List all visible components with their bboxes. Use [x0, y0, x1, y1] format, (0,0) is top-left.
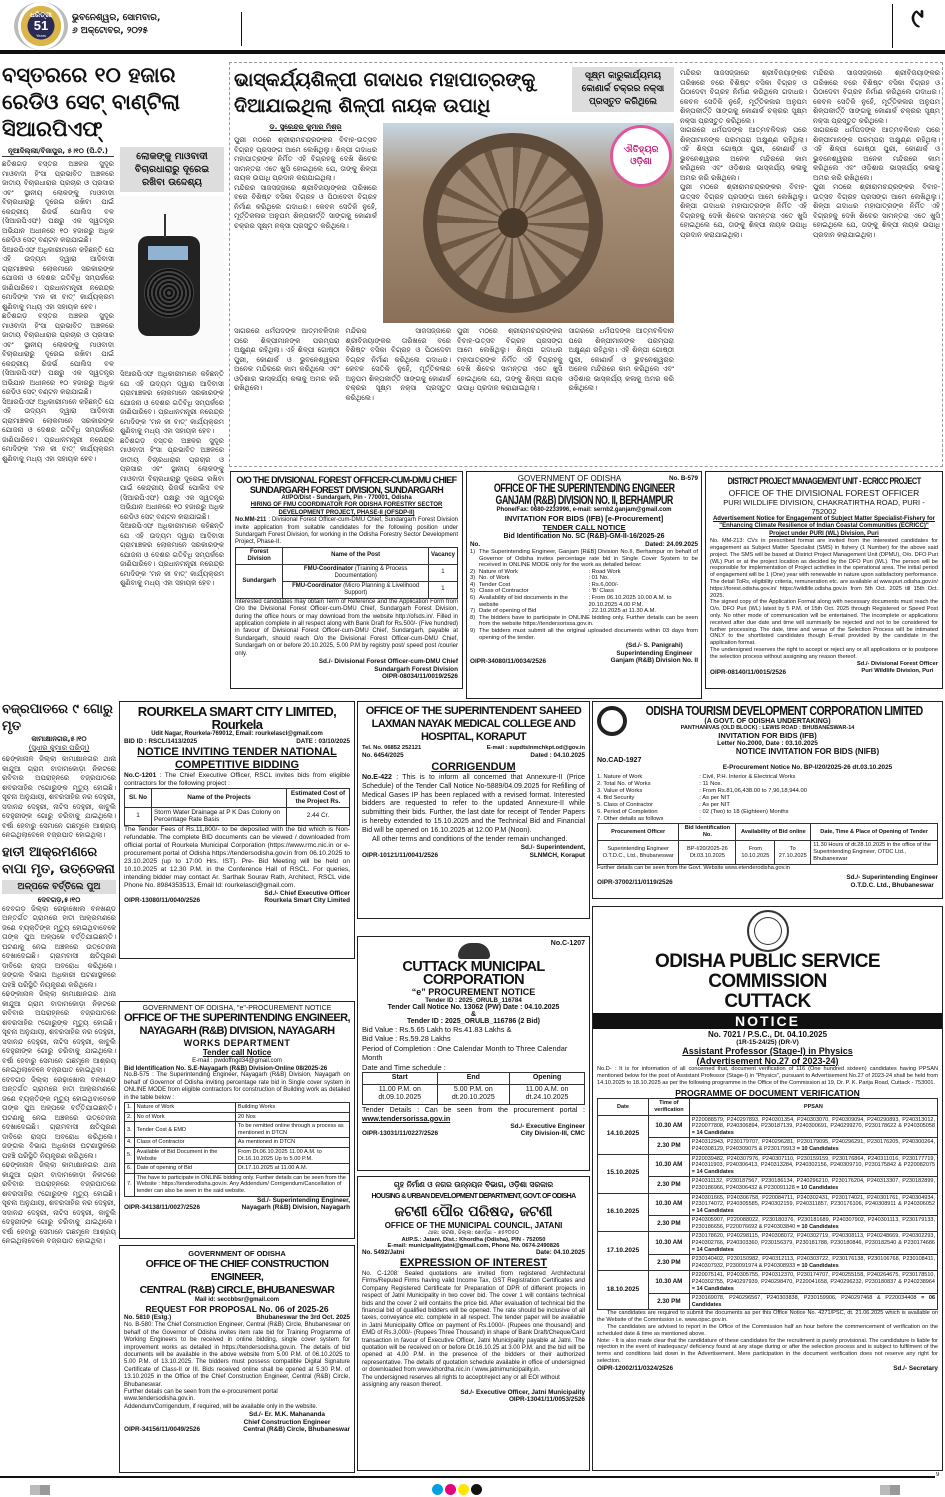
table-row: 18.10.2025 10.30 AM P220075141, P240305755, P240312370, P230174707, P240255158, P240264675, P230178510, P240302755, P240297939, P240298470, P220041658, P240296232, P230180837 & P240238964 = 14 Candidates: [598, 1271, 938, 1294]
story-paragraph: ଛତିଶଗଡ଼ ବସ୍ତର ଅଞ୍ଚଳର ସୁଦୂର ମାଓବାଦୀ ହିଂସା ପ୍ରଭାବିତ ଅଞ୍ଚଳରେ ଜାତୀୟ ବିଚାରଧାରାର ପ୍ରଚାର ଓ ପ୍ରସାର ଏବଂ ସ୍ଥାନୀୟ ଲୋକଙ୍କୁ ମାଓବାଦୀ ବିଚାରଧାରାରୁ ଦୂରେଇ ରଖିବା ପାଇଁ କେନ୍ଦ୍ରୀୟ ରିଜର୍ଭ ପୋଲିସ ବଳ (ସିଆରପିଏଫ) ପକ୍ଷରୁ ଏକ ସ୍ୱତନ୍ତ୍ର ଅଭିଯାନ ଅଧୀନରେ ୧୦ ହଜାରରୁ ଅଧିକ ରେଡିଓ ସେଟ୍ ବଣ୍ଟନ କରାଯାଇଛି।: [120, 436, 224, 521]
dateline: ଭୁବନେଶ୍ୱର, ସୋମବାର, ୬ ଅକ୍ଟୋବର, ୨୦୨୫: [72, 12, 242, 46]
left-story: [2, 62, 224, 687]
registration-dot: [432, 1484, 443, 1495]
list-item: 6. Period of Completion : 02 (Two) to 18 (Eighteen) Months: [597, 809, 789, 815]
story-paragraph: ଛତିଶଗଡ଼ ବସ୍ତର ଅଞ୍ଚଳର ସୁଦୂର ମାଓବାଦୀ ହିଂସା ପ୍ରଭାବିତ ଅଞ୍ଚଳରେ ଜାତୀୟ ବିଚାରଧାରାର ପ୍ରଚାର ଓ ପ୍ରସାର ଏବଂ ସ୍ଥାନୀୟ ଲୋକଙ୍କୁ ମାଓବାଦୀ ବିଚାରଧାରାରୁ ଦୂରେଇ ରଖିବା ପାଇଁ କେନ୍ଦ୍ରୀୟ ରିଜର୍ଭ ପୋଲିସ ବଳ (ସିଆରପିଏଫ) ପକ୍ଷରୁ ଏକ ସ୍ୱତନ୍ତ୍ର ଅଭିଯାନ ଅଧୀନରେ ୧୦ ହଜାରରୁ ଅଧିକ ରେଡିଓ ସେଟ୍ ବଣ୍ଟନ କରାଯାଇଛି।: [2, 160, 114, 244]
list-item: 7) Date of opening of Bid : 22.10.2025 at 11.30 A.M.: [470, 608, 657, 615]
table-row: 7. The have to participate in ONLINE bidding only. Further details can be seen from the Website : https://tenderodisha.gov.in. Any Addendum/ Corrigendum/Cancellation of tender can also be seen in the said website.: [125, 1173, 350, 1196]
story-paragraph: ମନ୍ଦିରର ସାଜସଜ୍ଜାରେ ଶ୍ରୀବିଜୟାଙ୍କର ତାରିଖରେ ବରେ ବିଶିଷ୍ଟ ବସିକା ବିଗ୍ରହ ଓ ପିଠାଦେବୀ ବିଗ୍ରହ ନିର୍ମାଣ କରିଥିଲେ ଗଦାଧର। କେବଳ ସେତିକି ନୁହେଁ, ମୂର୍ତ୍ତିକଳାର ଅନୁପମ ଶିଳ୍ପକୀର୍ତ୍ତି ସାଙ୍ଗକୁ କୋଣାର୍କ ଚକ୍ରର ସୂକ୍ଷ୍ମ ନକ୍ସା ପ୍ରସ୍ତୁତ କରିଥିଲେ।: [680, 69, 807, 125]
rourkela-smart-city-ad: ROURKELA SMART CITY LIMITED, Rourkela Udit Nagar, Rourkela-769012, Email: rourkelascl@gmail.com BID ID : RSCL/1413/2025 DATE : 03/10/2025 NOTICE INVITING TENDER NATIONAL COMPETITIVE BIDDING No.C-1201 : The Chief Executive Officer, RSCL invites bids from eligible contractors for the following project : Sl. No Name of the Projects Estimated Cost of the Project Rs. 1 Storm Water Drainage at P K Das Colony on Percentage Rate Basis 2.44 Cr. The Tender Fees of Rs.11,800/- to be deposited with the bid which is Non-refundable. The complete BID documents can be viewed / downloaded from official portal of Rourkela Municipal Corporation (https://www.rmc.nic.in or e-procurement portal of Odisha https://tendersodisha.gov.in from 06.10.2025 to 23.10.2025 (up to 17:00 Hrs. IST). Pre- Bid Meeting will be held on 10.10.2025 at 12.30 P.M. in the Conference Hall of RSCL. For queries, intending bidder may contact Ar. Sarthak Sourav Rath, Architect, RSCL vide Phone No. 8984353513, Email Id: rourkelascl@gmail.com. Sd./- Chief Executive Officer OIPR-13080/11/0040/2526 Rourkela Smart City Limited: [119, 701, 355, 959]
tender-portal-link[interactable]: www.tendersorissa.gov.in: [362, 1113, 451, 1123]
ganjam-rb-tender-ad: GOVERNMENT OF ODISHA No. B-579 OFFICE OF THE SUPERINTENDING ENGINEER GANJAM (R&B) DIVISION NO. II, BERHAMPUR Phone/Fax: 0680-2233996, e-mail: sernb2.ganjam@gmail.com INVITATION FOR BIDS (IFB) [e-Procurement] TENDER CALL NOTICE Bid Identification No. SC (R&B)-GM-II-16/2025-26 No. Dated: 24.09.2025 1) The Superintending Engineer, Ganjam [R&B] Division No.II, Berhampur on behalf of Governor of Odisha invites percentage rate bid in Single Cover System to be received in ONLINE MODE only for the work as detailed below: 2) Nature of Work : Road Work 3) No. of Work : 01 No. 4) Tender Cost : Rs.6,000/- 5) Class of Contractor : 'B' Class 6) Availability of bid documents in the website : From 06.10.2025 10.00 A.M. to 20.10.2025 4.00 P.M. 7) Date of opening of Bid : 22.10.2025 at 11.30 A.M. 8) The bidders have to participate in ONLINE bidding only. Further details can be seen from the website https://tendersorissa.gov.in. 9) The bidders must submit all the original uploaded documents within 03 days from opening of the tender. OIPR-34080/11/0034/2526 (Sd./- S. Panigrahi) Superintending Engineer Ganjam (R&B) Division No. II: [466, 471, 702, 699]
list-item: 2. Total No. of Works : 11 Nos.: [597, 781, 723, 787]
headline: ହାତୀ ଆକ୍ରମଣରେ ବାପା ମୃତ, ଉତ୍ତେଜନା: [2, 844, 115, 877]
list-item: 4. Bid Security : As per NIT: [597, 795, 730, 801]
table-row: 2.30 PM P240312943, P230179707, P240296281, P230179095, P240296291, P230176205, P240300264, P240308129, P240309075 & P230179913 = 10 Candidates: [598, 1138, 938, 1154]
radio-set-photo: [120, 196, 224, 366]
table-row: 1 Storm Water Drainage at P K Das Colony on Percentage Rate Basis 2.44 Cr.: [125, 807, 350, 825]
nayagarh-rb-tender-ad: GOVERNMENT OF ODISHA, "e"-PROCUREMENT NOTICE OFFICE OF THE SUPERINTENDING ENGINEER, NAYAGARH (R&B) DIVISION, NAYAGARH WORKS DEPARTMENT Tender call Notice E-mail : pwdoffngd34@gmail.com Bid Identification No. S.E-Nayagarh (R&B) Division-Online 08/2025-26 No.B-575 : The Superintending Engineer, Nayagarh (R&B) Division, Nayagarh on behalf of Governor of Odisha inviting percentage rate bid in Single cover system in ONLINE MODE from eligible contractors for construction of Building work as detailed in the table below : 1. Nature of Work Building Works 2. No of Work 20 Nos 3. Tender Cost & EMD To be remitted online through a process as mentioned in DTCN 4. Class of Contractor As mentioned in DTCN 5. Available of Bid Document in the Website From Dt.06.10.2025 11.00 A.M. to Dt.16.10.2025 Up to 5.00 P.M. 6. Date of opening of Bid Dt.17.10.2025 at 11.00 A.M. 7. The have to participate in ONLINE bidding only. Further details can be seen from the Website : https://tenderodisha.gov.in. Any Addendum/ Corrigendum/Cancellation of tender can also be seen in the said website. Sd./- Superintending Engineer, OIPR-34138/11/0027/2526 Nayagarh (R&B) Division, Nayagarh: [119, 1001, 355, 1239]
registration-dot: [458, 1484, 469, 1495]
central-rb-circle-rfp-ad: GOVERNMENT OF ODISHA OFFICE OF THE CHIEF CONSTRUCTION ENGINEER, CENTRAL (R&B) CIRCLE, BHUBANESWAR Mail id: seccbbsr@gmail.com REQUEST FOR PROPOSAL No. 06 of 2025-26 No. 5810 (Estg.) Bhubaneswar the 3rd Oct. 2025 No. B-580: The Chief Construction Engineer, Central (R&B) Circle, Bhubaneswar on behalf of the Governor of Odisha invites item rate bid for Training Programme of Working Engineers to be received in online bidding, single cover system for improvement works as detailed in https://tendersodisha.gov.in. The details of bid documents will be available in the above website from 5.00 P.M. of 06.10.2025 to 5.00 P.M. of 13.10.2025. The bidders must possess compatible Digital Signature Certificate of Class-II or III. Bids received online shall be opened at 5.30 P.M. of 13.10.2025 in the Office of the Chief Construction Engineer, Central (R&B) Circle, Bhubaneswar. Further details can be seen from the e-procurement portal www.tendersodisha.gov.in. Addendum/Corrigendum, if required, will be available only in the website. Sd./- Er. M.K. Mahananda Chief Construction Engineer OIPR-34156/11/0049/2526 Central (R&B) Circle, Bhubaneswar: [119, 1245, 355, 1473]
page-number: ୯: [892, 4, 942, 48]
story-paragraph: ଦେବଗଡ଼ ଜିଲ୍ଲା ରେଢ଼ାଖୋଲ ବନଖଣ୍ଡ ଅନ୍ତର୍ଗତ ଗ୍ରାମରେ ହାତୀ ଆକ୍ରମଣରେ ଜଣେ ବ୍ୟକ୍ତିଙ୍କ ମୃତ୍ୟୁ ହୋଇଥିବାବେଳେ ତାଙ୍କ ପୁଅ ଅଳ୍ପକେ ବର୍ତ୍ତିଯାଇଛନ୍ତି। ଘଟଣାକୁ ନେଇ ଅଞ୍ଚଳରେ ଉତ୍ତେଜନା ଦେଖାଦେଇଛି। ଗ୍ରାମବାସୀ କ୍ଷତିପୂରଣ ଦାବିରେ ରାସ୍ତା ଅବରୋଧ କରିଥିଲେ। ଜଙ୍ଗଲ ବିଭାଗ ଅଧିକାରୀ ଘଟଣାସ୍ଥଳରେ ପହଞ୍ଚି ପରିସ୍ଥିତି ନିୟନ୍ତ୍ରଣ କରିଥିଲେ।: [2, 1075, 116, 1160]
posts-table: Forest Division Name of the Post Vacancy Sundargarh FMU-Coordinator (Training & Process Documentation) 1 FMU-Coordinator (Micro Planning & Livelihood Support) 1: [235, 547, 458, 599]
document-verification-table: Date Time of verification PPSAN 14.10.2025 10.30 AM P220088579, P240297893, P240301354, P240303070, P240309094, P240290893, P240313012, P220077808, P240306894, P230187139, P240300691, P240299270, P230178622 & P240305058 = 14 Candidates 2.30 PM P240312943, P230179707, P240296281, P230179095, P240296291, P230176205, P240300264, P240308129, P240309075 & P230179913 = 10 Candidates 15.10.2025 10.30 AM P220039482, P240307976, P240307110, P230159159, P230176864, P240311016, P230177719, P240311903, P240306413, P240313284, P240302156, P240309710, P230175842 & P220082075 = 14 Candidates 2.30 PM P240311132, P230187567, P230186134, P240296210, P230176204, P240313307, P230182899, P230186966, P240306432 & P230091128 = 10 Candidates 16.10.2025 10.30 AM P240301665, P240306758, P220084711, P240302431, P230174021, P240301761, P240304934, P230174072, P240305585, P240302159, P240311857, P230176106, P240308911 & P240306052 = 14 Candidates 2.30 PM P240305907, P220088022, P230180376, P230181689, P240307902, P240301113, P230179133, P230186656, P220076692 & P240303840 = 10 Candidates 17.10.2025 10.30 AM P230178620, P240298115, P240308072, P240302719, P240308113, P240248669, P240302293, P240302766, P240303360, P230156379, P230181788, P230180846, P230182540 & P230174686 = 14 Candidates 2.30 PM P230140402, P230150982, P240312113, P240303722, P230176138, P230106768, P230108411, P240307932, P230091974 & P240308933 = 10 Candidates 18.10.2025 10.30 AM P220075141, P240305755, P240312370, P230174707, P240255158, P240264675, P230178510, P240302755, P240297939, P240298470, P220041658, P240296232, P230180837 & P240238964 = 14 Candidates 2.30 PM P230169078, P240296567, P240303838, P230159906, P240297468 & P220034408 = 06 Candidates: [597, 1098, 938, 1310]
table-row: 4. Class of Contractor As mentioned in DTCN: [125, 1138, 350, 1148]
list-item: 5. Class of Contractor : As per NIT: [597, 802, 730, 808]
table-row: 16.10.2025 10.30 AM P240301665, P240306758, P220084711, P240302431, P230174021, P240301761, P240304934, P230174072, P240305585, P240302159, P240311857, P230176106, P240308911 & P240306052 = 14 Candidates: [598, 1193, 938, 1216]
left-lower-column: ବଜ୍ରପାତରେ ୯ ଗୋରୁ ମୃତ କାମାକ୍ଷାନଗର,୫।୧୦ (ସୁଧୀର କୁମାର ପରିଡ଼ା) ଢେଙ୍କାନାଳ ଜିଲ୍ଲା କାମାକ୍ଷାନଗର ଥାନା କାନ୍ଦୁଆ ଗ୍ରାମ ବାଦାମକୋଡ଼ା ନିକଟରେ ରବିବାର ଅପରାହ୍ନରେ ବଜ୍ରପାତରେ ଶବରସାହିର ୯ଗୋରୁଙ୍କ ମୃତ୍ୟୁ ହୋଇଛି। ସୂଚନା ଅନୁଯାୟୀ, ଶବରସାହିର ନର ଦେହୁରୀ, ସଦାନନ୍ଦ ଦେହୁରୀ, ନାଟିସ ଦେହୁରୀ, କାବୁଲି ଦେହୁରୀଙ୍କ ଗୋରୁ ଚରିବାକୁ ଯାଇଥିଲେ। ବର୍ଷା ହେବାରୁ ସେମାନେ ଗଛମୂଳେ ଆଶ୍ରୟ ନେଇଥିଲାବେଳେ ବଜ୍ରପାତ ହୋଇଥିଲା। ହାତୀ ଆକ୍ରମଣରେ ବାପା ମୃତ, ଉତ୍ତେଜନା ଅଳ୍ପକେ ବର୍ତ୍ତିଲେ ପୁଅ ଦେବଗଡ଼,୫।୧୦ ଦେବଗଡ଼ ଜିଲ୍ଲା ରେଢ଼ାଖୋଲ ବନଖଣ୍ଡ ଅନ୍ତର୍ଗତ ଗ୍ରାମରେ ହାତୀ ଆକ୍ରମଣରେ ଜଣେ ବ୍ୟକ୍ତିଙ୍କ ମୃତ୍ୟୁ ହୋଇଥିବାବେଳେ ତାଙ୍କ ପୁଅ ଅଳ୍ପକେ ବର୍ତ୍ତିଯାଇଛନ୍ତି। ଘଟଣାକୁ ନେଇ ଅଞ୍ଚଳରେ ଉତ୍ତେଜନା ଦେଖାଦେଇଛି। ଗ୍ରାମବାସୀ କ୍ଷତିପୂରଣ ଦାବିରେ ରାସ୍ତା ଅବରୋଧ କରିଥିଲେ। ଜଙ୍ଗଲ ବିଭାଗ ଅଧିକାରୀ ଘଟଣାସ୍ଥଳରେ ପହଞ୍ଚି ପରିସ୍ଥିତି ନିୟନ୍ତ୍ରଣ କରିଥିଲେ। ଢେଙ୍କାନାଳ ଜିଲ୍ଲା କାମାକ୍ଷାନଗର ଥାନା କାନ୍ଦୁଆ ଗ୍ରାମ ବାଦାମକୋଡ଼ା ନିକଟରେ ରବିବାର ଅପରାହ୍ନରେ ବଜ୍ରପାତରେ ଶବରସାହିର ୯ଗୋରୁଙ୍କ ମୃତ୍ୟୁ ହୋଇଛି। ସୂଚନା ଅନୁଯାୟୀ, ଶବରସାହିର ନର ଦେହୁରୀ, ସଦାନନ୍ଦ ଦେହୁରୀ, ନାଟିସ ଦେହୁରୀ, କାବୁଲି ଦେହୁରୀଙ୍କ ଗୋରୁ ଚରିବାକୁ ଯାଇଥିଲେ। ବର୍ଷା ହେବାରୁ ସେମାନେ ଗଛମୂଳେ ଆଶ୍ରୟ ନେଇଥିଲାବେଳେ ବଜ୍ରପାତ ହୋଇଥିଲା। ଦେବଗଡ଼ ଜିଲ୍ଲା ରେଢ଼ାଖୋଲ ବନଖଣ୍ଡ ଅନ୍ତର୍ଗତ ଗ୍ରାମରେ ହାତୀ ଆକ୍ରମଣରେ ଜଣେ ବ୍ୟକ୍ତିଙ୍କ ମୃତ୍ୟୁ ହୋଇଥିବାବେଳେ ତାଙ୍କ ପୁଅ ଅଳ୍ପକେ ବର୍ତ୍ତିଯାଇଛନ୍ତି। ଘଟଣାକୁ ନେଇ ଅଞ୍ଚଳରେ ଉତ୍ତେଜନା ଦେଖାଦେଇଛି। ଗ୍ରାମବାସୀ କ୍ଷତିପୂରଣ ଦାବିରେ ରାସ୍ତା ଅବରୋଧ କରିଥିଲେ। ଜଙ୍ଗଲ ବିଭାଗ ଅଧିକାରୀ ଘଟଣାସ୍ଥଳରେ ପହଞ୍ଚି ପରିସ୍ଥିତି ନିୟନ୍ତ୍ରଣ କରିଥିଲେ। ଢେଙ୍କାନାଳ ଜିଲ୍ଲା କାମାକ୍ଷାନଗର ଥାନା କାନ୍ଦୁଆ ଗ୍ରାମ ବାଦାମକୋଡ଼ା ନିକଟରେ ରବିବାର ଅପରାହ୍ନରେ ବଜ୍ରପାତରେ ଶବରସାହିର ୯ଗୋରୁଙ୍କ ମୃତ୍ୟୁ ହୋଇଛି। ସୂଚନା ଅନୁଯାୟୀ, ଶବରସାହିର ନର ଦେହୁରୀ, ସଦାନନ୍ଦ ଦେହୁରୀ, ନାଟିସ ଦେହୁରୀ, କାବୁଲି ଦେହୁରୀଙ୍କ ଗୋରୁ ଚରିବାକୁ ଯାଇଥିଲେ। ବର୍ଷା ହେବାରୁ ସେମାନେ ଗଛମୂଳେ ଆଶ୍ରୟ ନେଇଥିଲାବେଳେ ବଜ୍ରପାତ ହୋଇଥିଲା।: [2, 702, 116, 1245]
story-paragraph: ଢେଙ୍କାନାଳ ଜିଲ୍ଲା କାମାକ୍ଷାନଗର ଥାନା କାନ୍ଦୁଆ ଗ୍ରାମ ବାଦାମକୋଡ଼ା ନିକଟରେ ରବିବାର ଅପରାହ୍ନରେ ବଜ୍ରପାତରେ ଶବରସାହିର ୯ଗୋରୁଙ୍କ ମୃତ୍ୟୁ ହୋଇଛି। ସୂଚନା ଅନୁଯାୟୀ, ଶବରସାହିର ନର ଦେହୁରୀ, ସଦାନନ୍ଦ ଦେହୁରୀ, ନାଟିସ ଦେହୁରୀ, କାବୁଲି ଦେହୁରୀଙ୍କ ଗୋରୁ ଚରିବାକୁ ଯାଇଥିଲେ। ବର୍ଷା ହେବାରୁ ସେମାନେ ଗଛମୂଳେ ଆଶ୍ରୟ ନେଇଥିଲାବେଳେ ବଜ୍ରପାତ ହୋଇଥିଲା।: [2, 990, 116, 1074]
table-row: 2.30 PM P240311132, P230187567, P230186134, P240296210, P230176204, P240313307, P230182899, P230186966, P240306432 & P230091128 = 10 Candidates: [598, 1177, 938, 1193]
story-paragraph: ଢେଙ୍କାନାଳ ଜିଲ୍ଲା କାମାକ୍ଷାନଗର ଥାନା କାନ୍ଦୁଆ ଗ୍ରାମ ବାଦାମକୋଡ଼ା ନିକଟରେ ରବିବାର ଅପରାହ୍ନରେ ବଜ୍ରପାତରେ ଶବରସାହିର ୯ଗୋରୁଙ୍କ ମୃତ୍ୟୁ ହୋଇଛି। ସୂଚନା ଅନୁଯାୟୀ, ଶବରସାହିର ନର ଦେହୁରୀ, ସଦାନନ୍ଦ ଦେହୁରୀ, ନାଟିସ ଦେହୁରୀ, କାବୁଲି ଦେହୁରୀଙ୍କ ଗୋରୁ ଚରିବାକୁ ଯାଇଥିଲେ। ବର୍ଷା ହେବାରୁ ସେମାନେ ଗଛମୂଳେ ଆଶ୍ରୟ ନେଇଥିଲାବେଳେ ବଜ୍ରପାତ ହୋଇଥିଲା।: [2, 1161, 116, 1245]
story-paragraph: ମନ୍ଦିରର ସାଜସଜ୍ଜାରେ ଶ୍ରୀବିଜୟାଙ୍କର ତାରିଖରେ ବରେ ବିଶିଷ୍ଟ ବସିକା ବିଗ୍ରହ ଓ ପିଠାଦେବୀ ବିଗ୍ରହ ନିର୍ମାଣ କରିଥିଲେ ଗଦାଧର। କେବଳ ସେତିକି ନୁହେଁ, ମୂର୍ତ୍ତିକଳାର ଅନୁପମ ଶିଳ୍ପକୀର୍ତ୍ତି ସାଙ୍ଗକୁ କୋଣାର୍କ ଚକ୍ରର ସୂକ୍ଷ୍ମ ନକ୍ସା ପ୍ରସ୍ତୁତ କରିଥିଲେ।: [345, 327, 451, 402]
story-paragraph: ଢେଙ୍କାନାଳ ଜିଲ୍ଲା କାମାକ୍ଷାନଗର ଥାନା କାନ୍ଦୁଆ ଗ୍ରାମ ବାଦାମକୋଡ଼ା ନିକଟରେ ରବିବାର ଅପରାହ୍ନରେ ବଜ୍ରପାତରେ ଶବରସାହିର ୯ଗୋରୁଙ୍କ ମୃତ୍ୟୁ ହୋଇଛି। ସୂଚନା ଅନୁଯାୟୀ, ଶବରସାହିର ନର ଦେହୁରୀ, ସଦାନନ୍ଦ ଦେହୁରୀ, ନାଟିସ ଦେହୁରୀ, କାବୁଲି ଦେହୁରୀଙ୍କ ଗୋରୁ ଚରିବାକୁ ଯାଇଥିଲେ। ବର୍ଷା ହେବାରୁ ସେମାନେ ଗଛମୂଳେ ଆଶ୍ରୟ ନେଇଥିଲାବେଳେ ବଜ୍ରପାତ ହୋଇଥିଲା।: [2, 755, 116, 839]
story-paragraph: ସିଆରପିଏଫ ଅଧିକାରୀମାନେ କହିଛନ୍ତି ଯେ ଏହି ଉଦ୍ୟମ ଦ୍ୱାରା ଆଦିବାସୀ ଗ୍ରାମାଞ୍ଚଳର ଲୋକମାନେ ସରକାରଙ୍କ ଯୋଜନା ଓ ଦେଶର ଗତିବିଧି ସମ୍ପର୍କରେ ଜାଣିପାରିବେ। ପ୍ରଧାନମନ୍ତ୍ରୀ ନରେନ୍ଦ୍ର ମୋଦିଙ୍କ 'ମନ କୀ ବାତ୍' କାର୍ଯ୍ୟକ୍ରମ ଶୁଣିବାକୁ ମଧ୍ୟ ଏହା ସହାୟକ ହେବ।: [120, 370, 224, 435]
heritage-badge: ଐତିହ୍ୟର ଓଡ଼ିଶା: [610, 125, 672, 187]
byline: ଡ. ସୁରେନ୍ଦ୍ର କୁମାର ମିଶ୍ର: [269, 123, 342, 131]
story-paragraph: ମନ୍ଦିରର ସାଜସଜ୍ଜାରେ ଶ୍ରୀବିଜୟାଙ୍କର ତାରିଖରେ ବରେ ବିଶିଷ୍ଟ ବସିକା ବିଗ୍ରହ ଓ ପିଠାଦେବୀ ବିଗ୍ରହ ନିର୍ମାଣ କରିଥିଲେ ଗଦାଧର। କେବଳ ସେତିକି ନୁହେଁ, ମୂର୍ତ୍ତିକଳାର ଅନୁପମ ଶିଳ୍ପକୀର୍ତ୍ତି ସାଙ୍ଗକୁ କୋଣାର୍କ ଚକ୍ରର ସୂକ୍ଷ୍ମ ନକ୍ସା ପ୍ରସ୍ତୁତ କରିଥିଲେ।: [234, 183, 377, 230]
projects-table: Sl. No Name of the Projects Estimated Cost of the Project Rs. 1 Storm Water Drainage at P K Das Colony on Percentage Rate Basis 2.44 Cr.: [124, 788, 350, 825]
procurement-table: Procurement Officer Bid Identification No. Availability of Bid online Date, Time & Place of Opening of Tender Superintending Engineer O.T.D.C., Ltd., Bhubaneswar BP-I/20/2025-26 Dt.03.10.2025 From 10.10.2025 To 27.10.2025 11.30 Hours of dt.28.10.2025 in the office of the Superintending Engineer, OTDC Ltd., Bhubaneswar: [597, 823, 938, 865]
konark-wheel-photo: [383, 123, 674, 323]
story-paragraph: ପୁରୀ ମଠରେ ଶ୍ରୀରାମଚନ୍ଦ୍ରଙ୍କର ବିବାହ-ଉତ୍ସବ ବିଗ୍ରହ ପ୍ରସଙ୍ଗ ଆମେ ଲେଖିଥିଲୁ। ଶିଳ୍ପୀ ଗଦାଧର ମହାପାତ୍ରଙ୍କ ନିର୍ମିତ ଏହି ବିଗ୍ରହକୁ ଦେଖି ଶିବେର ସାମନ୍ତରା ଏତେ ଖୁସି ହୋଇଥିଲେ ଯେ, ତାଙ୍କୁ ଶିଳ୍ପୀ ନାୟକ ଉପାଧି ପ୍ରଦାନ କରାଯାଇଥିଲା।: [680, 183, 807, 239]
list-item: 3. Value of Works : From Rs.81,06,438.00 to 7,96,18,944.00: [597, 788, 807, 794]
story-paragraph: ପୁରୀ ମଠରେ ଶ୍ରୀରାମଚନ୍ଦ୍ରଙ୍କର ବିବାହ-ଉତ୍ସବ ବିଗ୍ରହ ପ୍ରସଙ୍ଗ ଆମେ ଲେଖିଥିଲୁ। ଶିଳ୍ପୀ ଗଦାଧର ମହାପାତ୍ରଙ୍କ ନିର୍ମିତ ଏହି ବିଗ୍ରହକୁ ଦେଖି ଶିବେର ସାମନ୍ତରା ଏତେ ଖୁସି ହୋଇଥିଲେ ଯେ, ତାଙ୍କୁ ଶିଳ୍ପୀ ନାୟକ ଉପାଧି ପ୍ରଦାନ କରାଯାଇଥିଲା।: [234, 136, 377, 182]
list-item: 7. Other details as follows :: [597, 816, 701, 822]
otdc-logo: [597, 706, 627, 736]
list-item: 1. Nature of Work : Civil, P.H. Interior & Electrical Works: [597, 774, 796, 780]
story-paragraph: ସିଆରପିଏଫ ଅଧିକାରୀମାନେ କହିଛନ୍ତି ଯେ ଏହି ଉଦ୍ୟମ ଦ୍ୱାରା ଆଦିବାସୀ ଗ୍ରାମାଞ୍ଚଳର ଲୋକମାନେ ସରକାରଙ୍କ ଯୋଜନା ଓ ଦେଶର ଗତିବିଧି ସମ୍ପର୍କରେ ଜାଣିପାରିବେ। ପ୍ରଧାନମନ୍ତ୍ରୀ ନରେନ୍ଦ୍ର ମୋଦିଙ୍କ 'ମନ କୀ ବାତ୍' କାର୍ଯ୍ୟକ୍ରମ ଶୁଣିବାକୁ ମଧ୍ୟ ଏହା ସହାୟକ ହେବ।: [2, 245, 114, 311]
cuttack-municipal-corporation-ad: No.C-1207 CUTTACK MUNICIPAL CORPORATION “e” PROCUREMENT NOTICE Tender ID : 2025_ORULB_116784 Tender Call Notice No. 13062 (PW) Date : 04.10.2025 & Tender ID : 2025_ORULB_116786 (2 Bid) Bid Value : Rs.5.65 Lakh to Rs.41.83 Lakhs & Bid Value : Rs.59.28 Lakhs Period of Completion : One Calendar Month to Three Calendar Month Date and Time schedule : Start End Opening 11.00 P.M. on dt.09.10.2025 5.00 P.M. on dt.20.10.2025 11.00 A.M. on dt.24.10.2025 Tender Details : Can be seen from the procurement portal : www.tendersorissa.gov.in Sd./- Executive Engineer OIPR-13031/11/0227/2526 City Division-III, CMC: [357, 936, 590, 1171]
story-paragraph: ସାଗରରେ ଧର୍ମପଦଙ୍କ ଆତ୍ମବଳିଦାନ ପରେ ଶିଳ୍ପୀମାନଙ୍କ ପରମ୍ପରା ଅକ୍ଷୁଣ୍ଣ ରହିଥିଲା। ଏହି ଶିଳ୍ପୀ ଗୋଷ୍ଠୀ ପୁରୀ, କୋଣାର୍କ ଓ ଭୁବନେଶ୍ୱରର ଅନେକ ମନ୍ଦିରରେ କାମ କରିଥିଲେ ଏବଂ ଓଡ଼ିଶାର ଭାସ୍କର୍ଯ୍ୟ କଳାକୁ ଅମର କରି ରଖିଥିଲେ।: [234, 327, 340, 392]
list-item: 3) No. of Work : 01 No.: [470, 575, 609, 582]
table-row: 14.10.2025 10.30 AM P220088579, P240297893, P240301354, P240303070, P240309094, P240290893, P240313012, P220077808, P240306894, P230187139, P240300691, P240299270, P230178622 & P240305058 = 14 Candidates: [598, 1115, 938, 1138]
otdc-nifb-ad: ODISHA TOURISM DEVELOPMENT CORPORATION LIMITED (A GOVT. OF ODISHA UNDERTAKING) PANTHANIVAS (OLD BLOCK) : LEWIS ROAD : BHUBANESWAR-14 INVITATION FOR BIDS (IFB) Letter No.2000, Date : 03.10.2025 No.CAD-1927 NOTICE INVITATION FOR BIDS (NIFB) E-Procurement Notice No. BP-I/20/2025-26 dt.03.10.2025 1. Nature of Work : Civil, P.H. Interior & Electrical Works 2. Total No. of Works : 11 Nos. 3. Value of Works : From Rs.81,06,438.00 to 7,96,18,944.00 4. Bid Security : As per NIT 5. Class of Contractor : As per NIT 6. Period of Completion : 02 (Two) to 18 (Eighteen) Months 7. Other details as follows : Procurement Officer Bid Identification No. Availability of Bid online Date, Time & Place of Opening of Tender Superintending Engineer O.T.D.C., Ltd., Bhubaneswar BP-I/20/2025-26 Dt.03.10.2025 From 10.10.2025 To 27.10.2025 11.30 Hours of dt.28.10.2025 in the office of the Superintending Engineer, OTDC Ltd., Bhubaneswar Further details can be seen from the Govt. Website www.etenderodisha.gov.in OIPR-37002/11/0119/2526 Sd./- Superintending Engineer O.T.D.C. Ltd., Bhubaneswar: [592, 701, 943, 899]
story-paragraph: ମନ୍ଦିରର ସାଜସଜ୍ଜାରେ ଶ୍ରୀବିଜୟାଙ୍କର ତାରିଖରେ ବରେ ବିଶିଷ୍ଟ ବସିକା ବିଗ୍ରହ ଓ ପିଠାଦେବୀ ବିଗ୍ରହ ନିର୍ମାଣ କରିଥିଲେ ଗଦାଧର। କେବଳ ସେତିକି ନୁହେଁ, ମୂର୍ତ୍ତିକଳାର ଅନୁପମ ଶିଳ୍ପକୀର୍ତ୍ତି ସାଙ୍ଗକୁ କୋଣାର୍କ ଚକ୍ରର ସୂକ୍ଷ୍ମ ନକ୍ସା ପ୍ରସ୍ତୁତ କରିଥିଲେ।: [813, 69, 940, 125]
story-paragraph: ଦେବଗଡ଼ ଜିଲ୍ଲା ରେଢ଼ାଖୋଲ ବନଖଣ୍ଡ ଅନ୍ତର୍ଗତ ଗ୍ରାମରେ ହାତୀ ଆକ୍ରମଣରେ ଜଣେ ବ୍ୟକ୍ତିଙ୍କ ମୃତ୍ୟୁ ହୋଇଥିବାବେଳେ ତାଙ୍କ ପୁଅ ଅଳ୍ପକେ ବର୍ତ୍ତିଯାଇଛନ୍ତି। ଘଟଣାକୁ ନେଇ ଅଞ୍ଚଳରେ ଉତ୍ତେଜନା ଦେଖାଦେଇଛି। ଗ୍ରାମବାସୀ କ୍ଷତିପୂରଣ ଦାବିରେ ରାସ୍ତା ଅବରୋଧ କରିଥିଲେ। ଜଙ୍ଗଲ ବିଭାଗ ଅଧିକାରୀ ଘଟଣାସ୍ଥଳରେ ପହଞ୍ଚି ପରିସ୍ଥିତି ନିୟନ୍ତ୍ରଣ କରିଥିଲେ।: [2, 904, 116, 989]
list-item: 2) Nature of Work : Road Work: [470, 568, 621, 575]
schedule-table: Start End Opening 11.00 P.M. on dt.09.10.2025 5.00 P.M. on dt.20.10.2025 11.00 A.M. on dt.24.10.2025: [362, 1072, 585, 1105]
page-marker: 9: [936, 1472, 940, 1478]
puri-wildlife-ecricc-ad: DISTRICT PROJECT MANAGEMENT UNIT - ECRICC PROJECT OFFICE OF THE DIVISIONAL FOREST OFFICER PURI WILDLIFE DIVISION, CHAKRATIRTHA ROAD, PURI - 752002 Advertisement Notice for Engagement of Subject Matter Specialist-Fishery for "Enhancing Climate Resilience of Indian Coastal Communities (ECRICC)" Project under PURI (WL) Division, Puri No. MM-213: CVs in prescribed format are invited from the interested candidates for engagement as Subject Matter Specialist (SMS) in fishery (1 Number) for the above said project. The SMS will be based at District Project Management Unit (DPMU), O/o. DFO Puri (WL) Puri or at the project location as decided by the DFO Puri (WL). The person will be responsible for implementation of Project activities in the operational area. The initial period of engagement will be 1 (One) year with renewable in nature upon satisfactory performance. The detail ToRs, eligibility criteria, remuneration etc. are available at www.puri.odisha.gov.in/ https://forest.odisha.gov.in/ https://wildlife.odisha.gov.in from 5th Oct. 2025 till 15th Oct. 2025. The signed copy of the Application Format along with necessary documents must reach the O/o. DFO Puri (WL) latest by 5 P.M. of 15th Oct. 2025 through Registered or Speed Post only. No other mode of communication will be entertained. The incomplete or applications received after due date and time will summarily be rejected and not to be considered for further processing. The date, time and venue of the Selection Process will be intimated ONLY to the shortlisted candidates though E-mail provided by the candidate in the application format. The undersigned reserves the right to accept or reject any or all applications or to postpone the selection process without assigning any reason thereof. OIPR-08140/11/0015/2526 Sd./- Divisional Forest Officer Puri Wildlife Division, Puri: [705, 471, 943, 689]
story-paragraph: ସାଗରରେ ଧର୍ମପଦଙ୍କ ଆତ୍ମବଳିଦାନ ପରେ ଶିଳ୍ପୀମାନଙ୍କ ପରମ୍ପରା ଅକ୍ଷୁଣ୍ଣ ରହିଥିଲା। ଏହି ଶିଳ୍ପୀ ଗୋଷ୍ଠୀ ପୁରୀ, କୋଣାର୍କ ଓ ଭୁବନେଶ୍ୱରର ଅନେକ ମନ୍ଦିରରେ କାମ କରିଥିଲେ ଏବଂ ଓଡ଼ିଶାର ଭାସ୍କର୍ଯ୍ୟ କଳାକୁ ଅମର କରି ରଖିଥିଲେ।: [680, 126, 807, 182]
table-row: 15.10.2025 10.30 AM P220039482, P240307976, P240307110, P230159159, P230176864, P240311016, P230177719, P240311903, P240306413, P240313284, P240302156, P240309710, P230175842 & P220082075 = 14 Candidates: [598, 1154, 938, 1177]
story-paragraph: ଛତିଶଗଡ଼ ବସ୍ତର ଅଞ୍ଚଳର ସୁଦୂର ମାଓବାଦୀ ହିଂସା ପ୍ରଭାବିତ ଅଞ୍ଚଳରେ ଜାତୀୟ ବିଚାରଧାରାର ପ୍ରଚାର ଓ ପ୍ରସାର ଏବଂ ସ୍ଥାନୀୟ ଲୋକଙ୍କୁ ମାଓବାଦୀ ବିଚାରଧାରାରୁ ଦୂରେଇ ରଖିବା ପାଇଁ କେନ୍ଦ୍ରୀୟ ରିଜର୍ଭ ପୋଲିସ ବଳ (ସିଆରପିଏଫ) ପକ୍ଷରୁ ଏକ ସ୍ୱତନ୍ତ୍ର ଅଭିଯାନ ଅଧୀନରେ ୧୦ ହଜାରରୁ ଅଧିକ ରେଡିଓ ସେଟ୍ ବଣ୍ଟନ କରାଯାଇଛି।: [2, 312, 114, 396]
masthead: [0, 0, 945, 56]
table-row: 2.30 PM P230169078, P240296567, P240303838, P230159906, P240297468 & P220034408 = 06 Candidates: [598, 1294, 938, 1310]
headline: ବଜ୍ରପାତରେ ୯ ଗୋରୁ ମୃତ: [2, 702, 113, 734]
table-row: 1. Nature of Work Building Works: [125, 1103, 350, 1113]
story-paragraph: ସାଗରରେ ଧର୍ମପଦଙ୍କ ଆତ୍ମବଳିଦାନ ପରେ ଶିଳ୍ପୀମାନଙ୍କ ପରମ୍ପରା ଅକ୍ଷୁଣ୍ଣ ରହିଥିଲା। ଏହି ଶିଳ୍ପୀ ଗୋଷ୍ଠୀ ପୁରୀ, କୋଣାର୍କ ଓ ଭୁବନେଶ୍ୱରର ଅନେକ ମନ୍ଦିରରେ କାମ କରିଥିଲେ ଏବଂ ଓଡ଼ିଶାର ଭାସ୍କର୍ଯ୍ୟ କଳାକୁ ଅମର କରି ରଖିଥିଲେ।: [568, 327, 674, 392]
story-paragraph: ସିଆରପିଏଫ ଅଧିକାରୀମାନେ କହିଛନ୍ତି ଯେ ଏହି ଉଦ୍ୟମ ଦ୍ୱାରା ଆଦିବାସୀ ଗ୍ରାମାଞ୍ଚଳର ଲୋକମାନେ ସରକାରଙ୍କ ଯୋଜନା ଓ ଦେଶର ଗତିବିଧି ସମ୍ପର୍କରେ ଜାଣିପାରିବେ। ପ୍ରଧାନମନ୍ତ୍ରୀ ନରେନ୍ଦ୍ର ମୋଦିଙ୍କ 'ମନ କୀ ବାତ୍' କାର୍ଯ୍ୟକ୍ରମ ଶୁଣିବାକୁ ମଧ୍ୟ ଏହା ସହାୟକ ହେବ।: [120, 522, 224, 587]
story-paragraph: ପୁରୀ ମଠରେ ଶ୍ରୀରାମଚନ୍ଦ୍ରଙ୍କର ବିବାହ-ଉତ୍ସବ ବିଗ୍ରହ ପ୍ରସଙ୍ଗ ଆମେ ଲେଖିଥିଲୁ। ଶିଳ୍ପୀ ଗଦାଧର ମହାପାତ୍ରଙ୍କ ନିର୍ମିତ ଏହି ବିଗ୍ରହକୁ ଦେଖି ଶିବେର ସାମନ୍ତରା ଏତେ ଖୁସି ହୋଇଥିଲେ ଯେ, ତାଙ୍କୁ ଶିଳ୍ପୀ ନାୟକ ଉପାଧି ପ୍ରଦାନ କରାଯାଇଥିଲା।: [813, 183, 940, 239]
main-story: [229, 62, 943, 467]
dateline: ନୂଆଦିଲ୍ଲୀ/ବିଜାପୁର, ୫।୧୦ (ପି.ଟି.): [2, 147, 114, 157]
list-item: 1) The Superintending Engineer, Ganjam [R&B] Division No.II, Berhampur on behalf of Governor of Odisha invites percentage rate bid in Single Cover System to be received in ONLINE MODE only for the work as detailed below:: [470, 548, 698, 569]
story-paragraph: ପୁରୀ ମଠରେ ଶ୍ରୀରାମଚନ୍ଦ୍ରଙ୍କର ବିବାହ-ଉତ୍ସବ ବିଗ୍ରହ ପ୍ରସଙ୍ଗ ଆମେ ଲେଖିଥିଲୁ। ଶିଳ୍ପୀ ଗଦାଧର ମହାପାତ୍ରଙ୍କ ନିର୍ମିତ ଏହି ବିଗ୍ରହକୁ ଦେଖି ଶିବେର ସାମନ୍ତରା ଏତେ ଖୁସି ହୋଇଥିଲେ ଯେ, ତାଙ୍କୁ ଶିଳ୍ପୀ ନାୟକ ଉପାଧି ପ୍ରଦାନ କରାଯାଇଥିଲା।: [457, 327, 563, 392]
table-row: 2.30 PM P230140402, P230150982, P240312113, P240303722, P230176138, P230106768, P230108411, P240307932, P230091974 & P240308933 = 10 Candidates: [598, 1255, 938, 1271]
registration-marks: [0, 1484, 945, 1496]
story-paragraph: ସିଆରପିଏଫ ଅଧିକାରୀମାନେ କହିଛନ୍ତି ଯେ ଏହି ଉଦ୍ୟମ ଦ୍ୱାରା ଆଦିବାସୀ ଗ୍ରାମାଞ୍ଚଳର ଲୋକମାନେ ସରକାରଙ୍କ ଯୋଜନା ଓ ଦେଶର ଗତିବିଧି ସମ୍ପର୍କରେ ଜାଣିପାରିବେ। ପ୍ରଧାନମନ୍ତ୍ରୀ ନରେନ୍ଦ୍ର ମୋଦିଙ୍କ 'ମନ କୀ ବାତ୍' କାର୍ଯ୍ୟକ୍ରମ ଶୁଣିବାକୁ ମଧ୍ୟ ଏହା ସହାୟକ ହେବ।: [2, 397, 114, 463]
table-row: 17.10.2025 10.30 AM P230178620, P240298115, P240308072, P240302719, P240308113, P240248669, P240302293, P240302766, P240303360, P230156379, P230181788, P230180846, P230182540 & P230174686 = 14 Candidates: [598, 1232, 938, 1255]
opsc-notice-ad: ODISHA PUBLIC SERVICE COMMISSION CUTTACK NOTICE No. 7021 / P.S.C., Dt. 04.10.2025 (1R-15-24/25) (DR-V) Assistant Professor (Stage-I) in Physics (Advertisement No.27 of 2023-24) No.D- : It is for information of all concerned that, document verification of 116 (One hundred sixteen) candidates having PPSAN mentioned below for the post of Assistant Professor (Stage-I) in "Physics", pursuant to Advertisement No.27 of 2023-24 shall be held from 14.10.2025 to 18.10.2025 as per the following programme in the Office of the Commission at 19, Dr. P. K. Parija Road, Cuttack - 753001. PROGRAMME OF DOCUMENT VERIFICATION Date Time of verification PPSAN 14.10.2025 10.30 AM P220088579, P240297893, P240301354, P240303070, P240309094, P240290893, P240313012, P220077808, P240306894, P230187139, P240300691, P240299270, P230178622 & P240305058 = 14 Candidates 2.30 PM P240312943, P230179707, P240296281, P230179095, P240296291, P230176205, P240300264, P240308129, P240309075 & P230179913 = 10 Candidates 15.10.2025 10.30 AM P220039482, P240307976, P240307110, P230159159, P230176864, P240311016, P230177719, P240311903, P240306413, P240313284, P240302156, P240309710, P230175842 & P220082075 = 14 Candidates 2.30 PM P240311132, P230187567, P230186134, P240296210, P230176204, P240313307, P230182899, P230186966, P240306432 & P230091128 = 10 Candidates 16.10.2025 10.30 AM P240301665, P240306758, P220084711, P240302431, P230174021, P240301761, P240304934, P230174072, P240305585, P240302159, P240311857, P230176106, P240308911 & P240306052 = 14 Candidates 2.30 PM P240305907, P220088022, P230180376, P230181689, P240307902, P240301113, P230179133, P230186656, P220076692 & P240303840 = 10 Candidates 17.10.2025 10.30 AM P230178620, P240298115, P240308072, P240302719, P240308113, P240248669, P240302293, P240302766, P240303360, P230156379, P230181788, P230180846, P230182540 & P230174686 = 14 Candidates 2.30 PM P230140402, P230150982, P240312113, P240303722, P230176138, P230106768, P230108411, P240307932, P230091974 & P240308933 = 10 Candidates 18.10.2025 10.30 AM P220075141, P240305755, P240312370, P230174707, P240255158, P240264675, P230178510, P240302755, P240297939, P240298470, P220041658, P240296232, P230180837 & P240238964 = 14 Candidates 2.30 PM P230169078, P240296567, P240303838, P230159906, P240297468 & P220034408 = 06 Candidates The candidates are required to submit the documents as per this Office Notice No. 4271/PSC, dt. 21.06.2025 which is available on the Website of the Commission i.e. www.opsc.gov.in. The candidates are advised to report in the Office of the Commission half an hour before the commencement of verification on the scheduled date & time as mentioned above. Note: - It is also made clear that the candidature of these candidates for the recruitment is purely provisional. The candidature is liable for rejection in the event of inadequacy/ deficiency found at any stage during or after the selection process and is subject to fulfilment of the terms and conditions laid down in the Advertisement. Mere participation in the document verification does not reserve any right for selection. OIPR-12002/11/0324/2526 Sd./- Secretary: [592, 906, 943, 1471]
table-row: 11.00 P.M. on dt.09.10.2025 5.00 P.M. on dt.20.10.2025 11.00 A.M. on dt.24.10.2025: [363, 1084, 585, 1104]
subheadline: ସୂକ୍ଷ୍ମ କାରୁକାର୍ଯ୍ୟମୟ କୋଣାର୍କ ଚକ୍ରର ନକ୍ସା ପ୍ରସ୍ତୁତ କରିଥିଲେ: [572, 67, 674, 112]
list-item: 5) Class of Contractor : 'B' Class: [470, 588, 614, 595]
table-row: 2. No of Work 20 Nos: [125, 1112, 350, 1122]
list-item: 4) Tender Cost : Rs.6,000/-: [470, 581, 619, 588]
dharitri-51-years-logo: ଧରିତ୍ରୀ 51 Years: [14, 2, 68, 50]
registration-dot: [445, 1484, 456, 1495]
opsc-seal: [747, 910, 789, 952]
table-row: 3. Tender Cost & EMD To be remitted online through a process as mentioned in DTCN: [125, 1122, 350, 1138]
cmc-emblem: [458, 943, 490, 959]
headline: ବସ୍ତରରେ ୧୦ ହଜାର ରେଡିଓ ସେଟ୍ ବାଣ୍ଟିଲା ସିଆରପିଏଫ୍: [2, 63, 181, 141]
list-item: 8) The bidders have to participate in ONLINE bidding only. Further details can be seen from the website https://tendersorissa.gov.in.: [470, 614, 698, 628]
registration-dot: [471, 1484, 482, 1495]
headline: ଭାସ୍କର୍ଯ୍ୟଶିଳ୍ପୀ ଗଦାଧର ମହାପାତ୍ରଙ୍କୁ ଦିଆଯାଇଥିଲା ଶିଳ୍ପୀ ନାୟକ ଉପାଧି: [234, 69, 536, 117]
table-row: 6. Date of opening of Bid Dt.17.10.2025 at 11.00 A.M.: [125, 1164, 350, 1174]
table-row: Superintending Engineer O.T.D.C., Ltd., Bhubaneswar BP-I/20/2025-26 Dt.03.10.2025 From 10.10.2025 To 27.10.2025 11.30 Hours of dt.28.10.2025 in the office of the Superintending Engineer, OTDC Ltd., Bhubaneswar: [598, 841, 938, 865]
list-item: 9) The bidders must submit all the original uploaded documents within 03 days from opening of the tender.: [470, 628, 698, 641]
list-item: 6) Availability of bid documents in the website : From 06.10.2025 10.00 A.M. to 20.10.2025 4.00 P.M.: [470, 595, 672, 608]
table-row: 5. Available of Bid Document in the Website From Dt.06.10.2025 11.00 A.M. to Dt.16.10.2025 Up to 5.00 P.M.: [125, 1148, 350, 1164]
table-row: 2.30 PM P240305907, P220088022, P230180376, P230181689, P240307902, P240301113, P230179133, P230186656, P220076692 & P240303840 = 10 Candidates: [598, 1216, 938, 1232]
work-details-table: [124, 1102, 350, 1197]
jatani-municipal-eoi-ad: ଗୃହ ନିର୍ମାଣ ଓ ନଗର ଉନ୍ନୟନ ବିଭାଗ, ଓଡ଼ିଶା ସରକାର HOUSING & URBAN DEVELOPMENT DEPARTMENT, GOVT. OF ODISHA ଜଟଣୀ ପୌର ପରିଷଦ, ଜଟଣୀ OFFICE OF THE MUNICIPAL COUNCIL, JATANI ଥାନା: ଜଟଣୀ, ଜିଲ୍ଲା: ଖୋର୍ଦ୍ଧା – ୭୫୨୦୫୦ At/P.S.: Jatani, Dist.: Khordha (Odisha), PIN - 752050 E-mail: municipalityjatni@gmail.com, Phone No. 0674-2490826 No. 5492/Jatni Date: 04.10.2025 EXPRESSION OF INTEREST No. C-1208: Sealed quotations are invited from registered Architectural Firms/Reputed Firms having valid Income Tax, GST Registration Certificates and Company Registered Certificate for Preparation of DPR of different projects in respect of Jatni Municipality in two cover bid. The cover 1 will contains technical bids and the cover 2 will contains the price bid. After evaluation of technical bid the financial bid of qualified bidders will be opened. The rate should be inclusive of all taxes, conveyance etc. complete in all respect. The tender paper will be available in Jatni Municipality Office on payment of Rs.1000/- (Rupees one thousand) and EMD of Rs.3,000/- (Rupees Three Thousand) in shape of Bank Draft/Cheque/Card transaction in favour of Executive Officer, Jatni Municipality payable at Jatni. The quotation will be received on or before Dt.16.10.25 at 3.00 P.M. and the bid will be opened at 4.00 P.M. in the presence of the bidders or their authorized representative. The details of quotation schedule available in office of undersigned or downloaded from www.khordha.nic.in / www.jatnimunicipality.in. The undersigned reserves all rights to accept/reject any or all EOI without assigning any reason thereof. Sd./- Executive Officer, Jatni Municipality OIPR-13041/11/0053/2526: [357, 1176, 590, 1471]
sundargarh-forest-ad: O/O THE DIVISIONAL FOREST OFFICER-CUM-DMU CHIEF SUNDARGARH FOREST DIVISION, SUNDARGARH At/PO/Dist - Sundargarh, Pin - 770001, Odisha HIRING OF FMU COORDINATOR FOR ODISHA FORESTRY SECTOR DEVELOPMENT PROJECT, PHASE-II (OFSDP-II) No.MM-211 : Divisional Forest Officer-cum-DMU Chief, Sundargarh Forest Division invite application from suitable candidates for the following position under Sundargarh Forest Division, for working in the Odisha Forestry Sector Development Project, Phase-II. Forest Division Name of the Post Vacancy Sundargarh FMU-Coordinator (Training & Process Documentation) 1 FMU-Coordinator (Micro Planning & Livelihood Support) 1 Interested candidates may obtain Term of Reference and the Application Form from O/o the Divisional Forest Officer-cum-DMU Chief, Sundargarh Forest Division, during the office hours or may download from the website http://ofsds.in/. Filled in application complete in all respect along with Bank Draft for Rs.500/- (Five hundred) in favour of Divisional Forest Officer-cum-DMU Chief, Sundargarh, payable at Sundargarh, should reach O/o the Divisional Forest Officer-cum-DMU Chief, Sundargarh on or before 20.10.2025, 5.00 P.M by registry post/ speed post /courier only. Sd./- Divisional Forest Officer-cum-DMU Chief Sundargarh Forest Division OIPR-08034/11/0019/2526: [230, 471, 463, 689]
story-callout: ଲୋକଙ୍କୁ ମାଓବାଦୀ ବିଚାରଧାରାରୁ ଦୂରେଇ ରଖିବା ଉଦ୍ଦେଶ୍ୟ: [120, 147, 224, 192]
page-bottom-rule: [0, 1476, 935, 1478]
masthead-rule: [0, 50, 945, 54]
story-paragraph: ସାଗରରେ ଧର୍ମପଦଙ୍କ ଆତ୍ମବଳିଦାନ ପରେ ଶିଳ୍ପୀମାନଙ୍କ ପରମ୍ପରା ଅକ୍ଷୁଣ୍ଣ ରହିଥିଲା। ଏହି ଶିଳ୍ପୀ ଗୋଷ୍ଠୀ ପୁରୀ, କୋଣାର୍କ ଓ ଭୁବନେଶ୍ୱରର ଅନେକ ମନ୍ଦିରରେ କାମ କରିଥିଲେ ଏବଂ ଓଡ଼ିଶାର ଭାସ୍କର୍ଯ୍ୟ କଳାକୁ ଅମର କରି ରଖିଥିଲେ।: [813, 126, 940, 182]
slnmch-corrigendum-ad: OFFICE OF THE SUPERINTENDENT SAHEED LAXMAN NAYAK MEDICAL COLLEGE AND HOSPITAL, KORAPUT Tel. No. 06852 252121 E-mail : supdtslnmchkpt.od@gov.in No. 6454/2025 Dated : 04.10.2025 CORRIGENDUM No.E-422 : This is to inform all concerned that Annexure-II (Price Schedule) of the Tender Call Notice No-5889/04.09.2025 for Refilling of Medical Gases IP has been replaced with a revised format. Interested bidders are requested to refer to the updated Annexure-II while submitting their bids. Further, the last date for receipt of Tender Papers is hereby extended to 15.10.2025 and the Technical Bid and Financial Bid will be opened on 16.10.2025 at 12.00 P.M (Noon). All other terms and conditions of the tender remain unchanged. Sd./- Superintendent, OIPR-10121/11/0041/2526 SLNMCH, Koraput: [357, 701, 590, 919]
